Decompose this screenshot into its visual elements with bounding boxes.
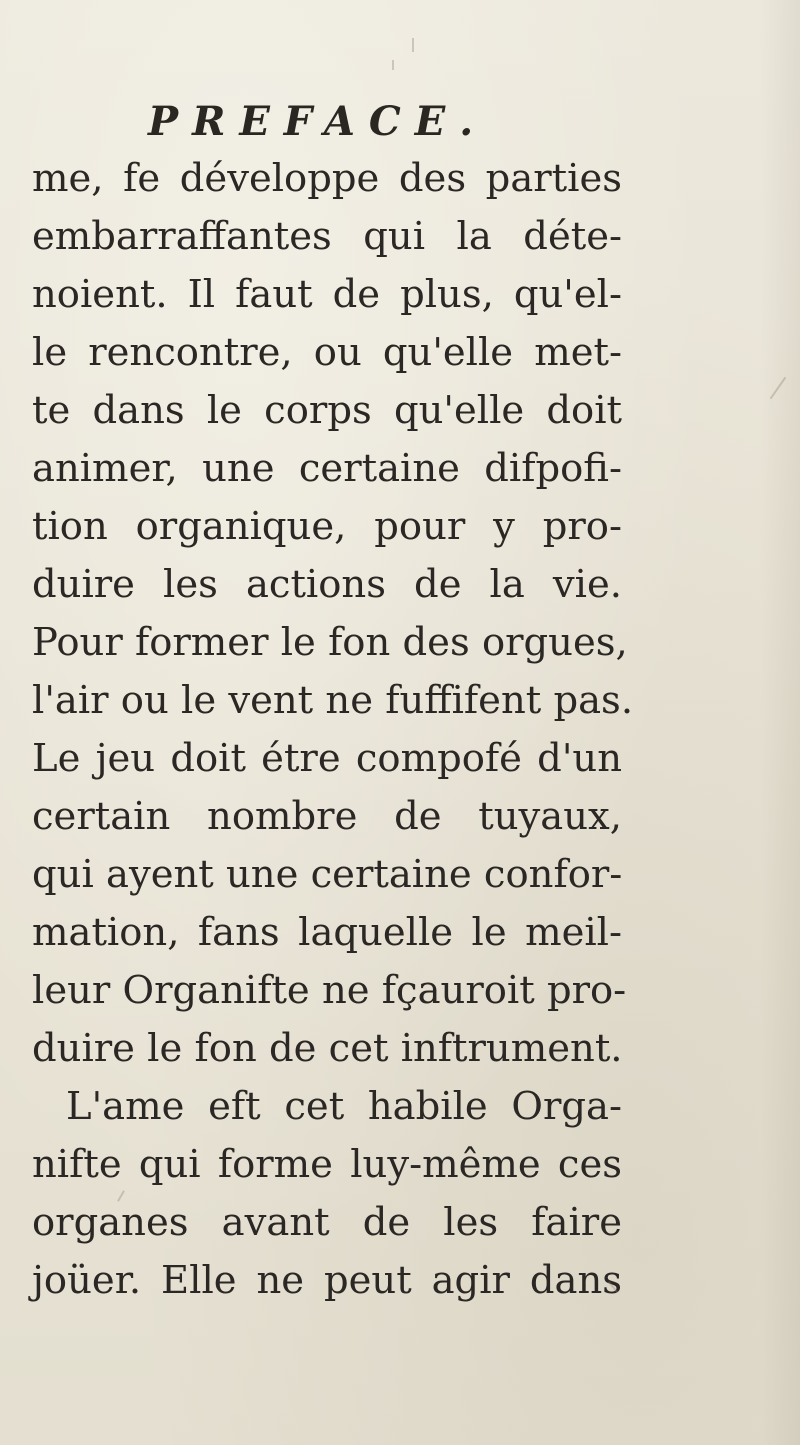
text-line: duire le fon de cet inftrument. [32, 1026, 623, 1071]
paper-speck [392, 60, 394, 70]
text-line: organes avant de les faire [32, 1200, 622, 1245]
text-line: tion organique, pour y pro- [32, 504, 622, 549]
text-line: duire les actions de la vie. [32, 562, 622, 607]
text-line: leur Organifte ne fçauroit pro- [32, 968, 627, 1013]
text-line: te dans le corps qu'elle doit [32, 388, 622, 433]
text-line: Le jeu doit étre compofé d'un [32, 736, 622, 781]
text-line: mation, fans laquelle le meil- [32, 910, 622, 955]
text-line: joüer. Elle ne peut agir dans [32, 1258, 622, 1303]
page-edge-shadow [760, 0, 800, 1445]
text-line: l'air ou le vent ne fuffifent pas. [32, 678, 634, 723]
text-line: certain nombre de tuyaux, [32, 794, 622, 839]
text-line: Pour former le fon des orgues, [32, 620, 628, 665]
body-text [32, 150, 634, 1310]
text-line: nifte qui forme luy-même ces [32, 1142, 622, 1187]
running-header: PREFACE. [148, 98, 488, 145]
text-line: me, fe développe des parties [32, 156, 622, 201]
text-line: animer, une certaine difpofi- [32, 446, 622, 491]
text-line: L'ame eft cet habile Orga- [66, 1084, 622, 1129]
text-line: noient. Il faut de plus, qu'el- [32, 272, 622, 317]
text-line: embarraffantes qui la déte- [32, 214, 622, 259]
paper-speck [412, 38, 414, 52]
text-line: le rencontre, ou qu'elle met- [32, 330, 622, 375]
text-line: qui ayent une certaine confor- [32, 852, 623, 897]
